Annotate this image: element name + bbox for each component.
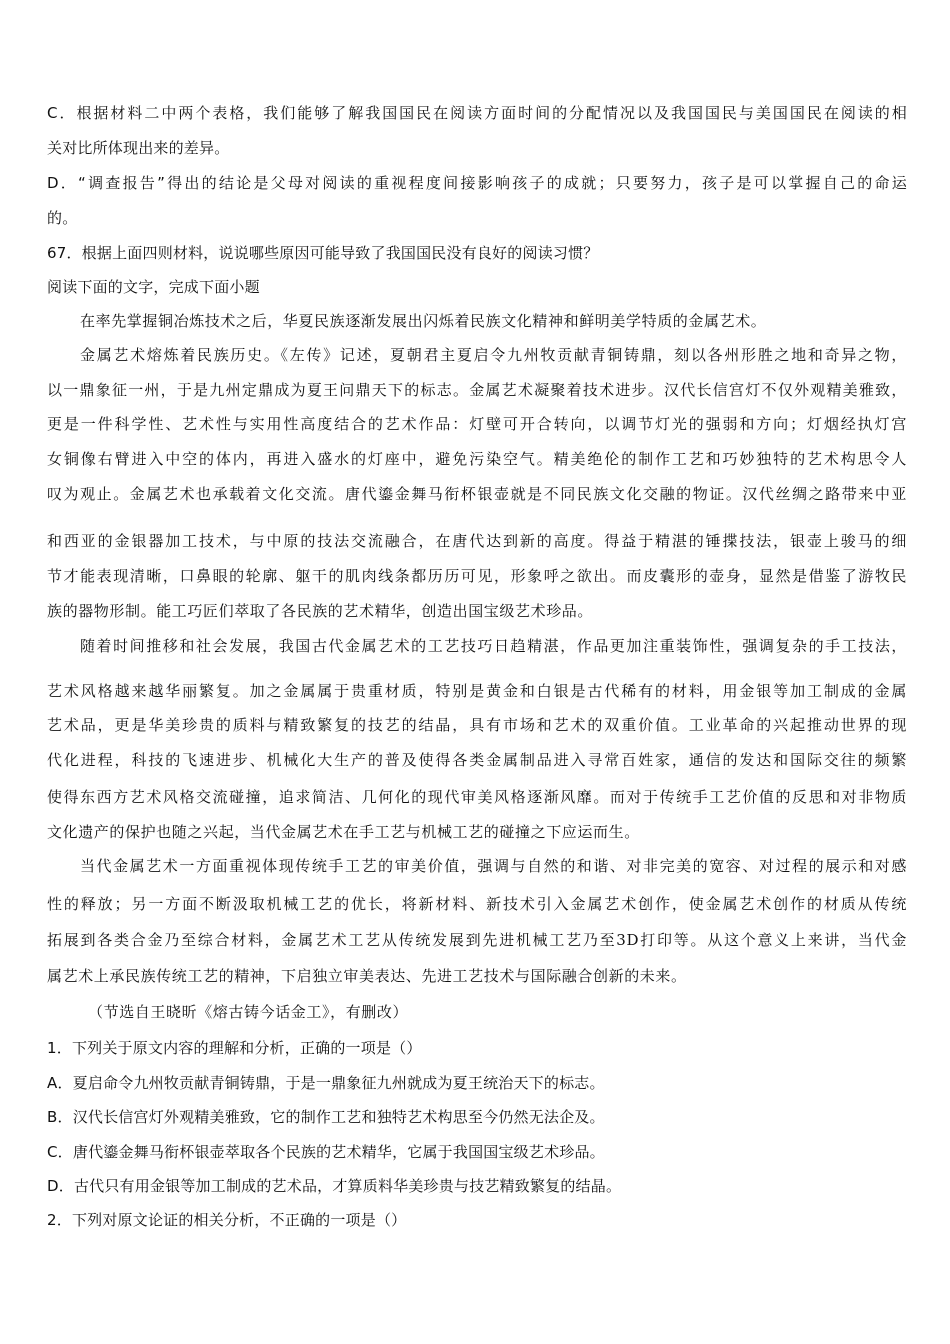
question-1-option-a: A．夏启命令九州牧贡献青铜铸鼎，于是一鼎象征九州就成为夏王统治天下的标志。 xyxy=(47,1074,605,1092)
question-2-stem: 2．下列对原文论证的相关分析，不正确的一项是（） xyxy=(47,1211,407,1229)
option-d-previous-line-2: 的。 xyxy=(47,209,78,227)
passage-p2-line-8: 族的器物形制。能工巧匠们萃取了各民族的艺术精华，创造出国宝级艺术珍品。 xyxy=(47,602,594,620)
passage-paragraph-1: 在率先掌握铜冶炼技术之后，华夏民族逐渐发展出闪烁着民族文化精神和鲜明美学特质的金属艺术。 xyxy=(80,312,767,330)
question-1-stem: 1．下列关于原文内容的理解和分析，正确的一项是（） xyxy=(47,1039,422,1057)
passage-p3-line-6: 文化遗产的保护也随之兴起，当代金属艺术在手工艺与机械工艺的碰撞之下应运而生。 xyxy=(47,823,640,841)
passage-p2-line-2: 以一鼎象征一州，于是九州定鼎成为夏王问鼎天下的标志。金属艺术凝聚着技术进步。汉代长信宫灯不仅外观精美雅致， xyxy=(47,381,907,399)
passage-p2-line-4: 女铜像右臂进入中空的体内，再进入盛水的灯座中，避免污染空气。精美绝伦的制作工艺和巧妙独特的艺术构思令人 xyxy=(47,450,907,468)
passage-p2-line-7: 节才能表现清晰，口鼻眼的轮廓、躯干的肌肉线条都历历可见，形象呼之欲出。而皮囊形的壶身，显然是借鉴了游牧民 xyxy=(47,567,907,585)
passage-p3-line-2: 艺术风格越来越华丽繁复。加之金属属于贵重材质，特别是黄金和白银是古代稀有的材料，用金银等加工制成的金属 xyxy=(47,682,907,700)
passage-p3-line-5: 使得东西方艺术风格交流碰撞，追求简洁、几何化的现代审美风格逐渐风靡。而对于传统手工艺价值的反思和对非物质 xyxy=(47,788,907,806)
passage-p3-line-4: 代化进程，科技的飞速进步、机械化大生产的普及使得各类金属制品进入寻常百姓家，通信的发达和国际交往的频繁 xyxy=(47,751,907,769)
question-1-option-c: C．唐代鎏金舞马衔杯银壶萃取各个民族的艺术精华，它属于我国国宝级艺术珍品。 xyxy=(47,1143,605,1161)
passage-p3-line-1: 随着时间推移和社会发展，我国古代金属艺术的工艺技巧日趋精湛，作品更加注重装饰性，强调复杂的手工技法， xyxy=(80,637,907,655)
option-c-previous-line-1: C．根据材料二中两个表格，我们能够了解我国国民在阅读方面时间的分配情况以及我国国民与美国国民在阅读的相 xyxy=(47,104,907,122)
passage-p4-line-1: 当代金属艺术一方面重视体现传统手工艺的审美价值，强调与自然的和谐、对非完美的宽容、对过程的展示和对感 xyxy=(80,857,907,875)
question-1-option-d: D．古代只有用金银等加工制成的艺术品，才算质料华美珍贵与技艺精致繁复的结晶。 xyxy=(47,1177,622,1195)
question-1-option-b: B．汉代长信宫灯外观精美雅致，它的制作工艺和独特艺术构思至今仍然无法企及。 xyxy=(47,1108,605,1126)
passage-p2-line-1: 金属艺术熔炼着民族历史。《左传》记述，夏朝君主夏启令九州牧贡献青铜铸鼎，刻以各州形胜之地和奇异之物， xyxy=(80,346,907,364)
question-67: 67．根据上面四则材料，说说哪些原因可能导致了我国国民没有良好的阅读习惯？ xyxy=(47,244,599,262)
passage-source: （节选自王晓昕《熔古铸今话金工》，有删改） xyxy=(88,1003,409,1021)
passage-p4-line-3: 拓展到各类合金乃至综合材料，金属艺术工艺从传统发展到先进机械工艺乃至3D打印等。从这个意义上来讲，当代金 xyxy=(47,931,907,949)
passage-p4-line-4: 属艺术上承民族传统工艺的精神，下启独立审美表达、先进工艺技术与国际融合创新的未来。 xyxy=(47,967,687,985)
option-d-previous-line-1: D．“调查报告”得出的结论是父母对阅读的重视程度间接影响孩子的成就；只要努力，孩子是可以掌握自己的命运 xyxy=(47,174,907,192)
passage-p2-line-3: 更是一件科学性、艺术性与实用性高度结合的艺术作品：灯壁可开合转向，以调节灯光的强弱和方向；灯烟经执灯宫 xyxy=(47,415,907,433)
passage-p3-line-3: 艺术品，更是华美珍贵的质料与精致繁复的技艺的结晶，具有市场和艺术的双重价值。工业革命的兴起推动世界的现 xyxy=(47,716,907,734)
passage-p4-line-2: 性的释放；另一方面不断汲取机械工艺的优长，将新材料、新技术引入金属艺术创作，使金属艺术创作的材质从传统 xyxy=(47,895,907,913)
reading-instruction: 阅读下面的文字，完成下面小题 xyxy=(47,278,260,296)
passage-p2-line-6: 和西亚的金银器加工技术，与中原的技法交流融合，在唐代达到新的高度。得益于精湛的锤揲技法，银壶上骏马的细 xyxy=(47,532,907,550)
option-c-previous-line-2: 关对比所体现出来的差异。 xyxy=(47,139,230,157)
passage-p2-line-5: 叹为观止。金属艺术也承载着文化交流。唐代鎏金舞马衔杯银壶就是不同民族文化交融的物证。汉代丝绸之路带来中亚 xyxy=(47,485,907,503)
